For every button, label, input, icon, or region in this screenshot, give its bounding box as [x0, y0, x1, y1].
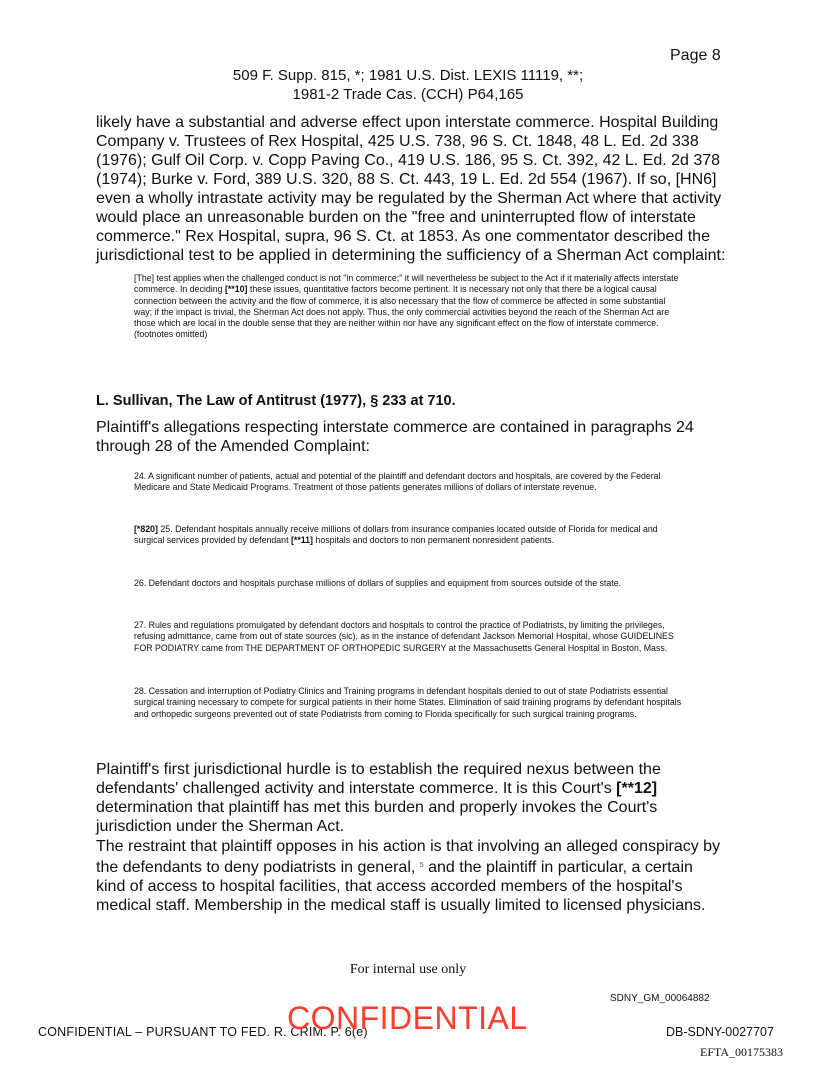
complaint-text: 25. Defendant hospitals annually receive millions of dollars from insurance companies located outside of Florida for medical and surgical services provided by defendant — [134, 524, 658, 546]
case-citation — [0, 66, 816, 104]
complaint-paragraph-28: 28. Cessation and interruption of Podiatry Clinics and Training programs in defendant hospitals denied to out of state Podiatrists essential surgical training necessary to compete for surgical patients in their home States. Elimination of said training programs by defendant hospitals and orthopedic surgeons prevented out of state Podiatrists from coming to Florida specifically for such surgical training programs. — [134, 686, 682, 719]
headnote-ref[interactable]: [HN6] — [675, 171, 717, 188]
efta-number: EFTA_00175383 — [700, 1045, 784, 1059]
paragraph-text: determination that plaintiff has met this burden and properly invokes the Court's jurisdiction under the Sherman Act. — [96, 799, 658, 835]
citation-line-1: 509 F. Supp. 815, *; 1981 U.S. Dist. LEXIS 11119, **; — [232, 67, 584, 84]
footnote-ref[interactable]: 5 — [419, 862, 424, 869]
paragraph-text: and the plaintiff in particular, a certain kind of access to hospital facilities, that access accorded members of the hospital's medical staff. Membership in the medical staff is usually limited to licensed physicians. — [96, 859, 706, 914]
complaint-paragraph-27: 27. Rules and regulations promulgated by defendant doctors and hospitals to control the practice of Podiatrists, by limiting the privileges, refusing admittance, came from out of state sources (sic), as in the instance of defendant Jackson Memorial Hospital, whose GUIDELINES FOR PODIATRY came from THE DEPARTMENT OF ORTHOPEDIC SURGERY at the Massachusetts General Hospital in Boston, Mass. — [134, 620, 674, 653]
paragraph-text: even a wholly intrastate activity may be regulated by the Sherman Act where that activity would place an unreasonable burden on the "free and uninterrupted flow of interstate commerce." Rex Hospital, supra, 96 S. Ct. at 1853. As one commentator described the jurisdictional test to be applied in determining the sufficiency of a Sherman Act complaint: — [96, 190, 726, 264]
opinion-paragraph-1 — [96, 113, 726, 265]
complaint-paragraph-24: 24. A significant number of patients, actual and potential of the plaintiff and defendant doctors and hospitals, are covered by the Federal Medicare and State Medicaid Programs. Treatment of those patients generates millions of dollars of interstate revenue. — [134, 471, 661, 493]
paragraph-text: Plaintiff's first jurisdictional hurdle is to establish the required nexus between the defendants' challenged activity and interstate commerce. It is this Court's — [96, 761, 661, 797]
bates-number-gm: SDNY_GM_00064882 — [610, 993, 710, 1004]
citation-line-2: 1981-2 Trade Cas. (CCH) P64,165 — [292, 86, 524, 103]
internal-use-notice: For internal use only — [349, 962, 467, 977]
citation-heading: L. Sullivan, The Law of Antitrust (1977), § 233 at 710. — [96, 393, 456, 409]
quote-text: [The] test applies when the challenged conduct is not "in commerce;" it will nevertheless be subject to the Act if it materially affects interstate commerce. In deciding — [134, 273, 679, 295]
page-ref: [**12] — [616, 780, 658, 797]
page-ref: [**10] — [224, 284, 248, 295]
bates-number-db: DB-SDNY-0027707 — [666, 1025, 774, 1039]
opinion-paragraph-2: Plaintiff's allegations respecting interstate commerce are contained in paragraphs 24 through 28 of the Amended Complaint: — [96, 419, 694, 455]
page-ref: [**11] — [290, 535, 313, 546]
page-number: Page 8 — [670, 47, 721, 64]
confidential-stamp: CONFIDENTIAL — [287, 1000, 528, 1036]
paragraph-text: The restraint that plaintiff opposes in his action is that involving an alleged conspiracy by the defendants to deny podiatrists in general, — [96, 838, 721, 876]
complaint-paragraph-26: 26. Defendant doctors and hospitals purchase millions of dollars of supplies and equipment from sources outside of the state. — [134, 578, 622, 588]
block-quote-sullivan — [134, 273, 684, 341]
quote-text: these issues, quantitative factors become pertinent. It is necessary not only that there be a logical causal connection between the activity and the flow of commerce, it is also necessary that the flow of commerce be affected in some substantial way; if the impact is trivial, the Sherman Act does not apply. Thus, the only commercial activities beyond the reach of the Sherman Act are those which are local in the double sense that they are neither within nor have any significant effect on the flow of interstate commerce. (footnotes omitted) — [134, 284, 670, 340]
opinion-paragraph-3 — [96, 760, 726, 836]
complaint-paragraph-25 — [134, 524, 684, 547]
complaint-text: hospitals and doctors to non permanent nonresident patients. — [312, 535, 555, 546]
paragraph-text: likely have a substantial and adverse effect upon interstate commerce. Hospital Building Company v. Trustees of Rex Hospital, 425 U.S. 738, 96 S. Ct. 1848, 48 L. Ed. 2d 338 (1976); Gulf Oil Corp. v. Copp Paving Co., 419 U.S. 186, 95 S. Ct. 392, 42 L. Ed. 2d 378 (1974); Burke v. Ford, 389 U.S. 320, 88 S. Ct. 443, 19 L. Ed. 2d 554 (1967). If so, — [96, 114, 721, 188]
page-ref: [*820] — [134, 524, 158, 534]
opinion-paragraph-4 — [96, 837, 726, 915]
confidential-notice: CONFIDENTIAL – PURSUANT TO FED. R. CRIM. P. 6(e) — [38, 1025, 368, 1039]
